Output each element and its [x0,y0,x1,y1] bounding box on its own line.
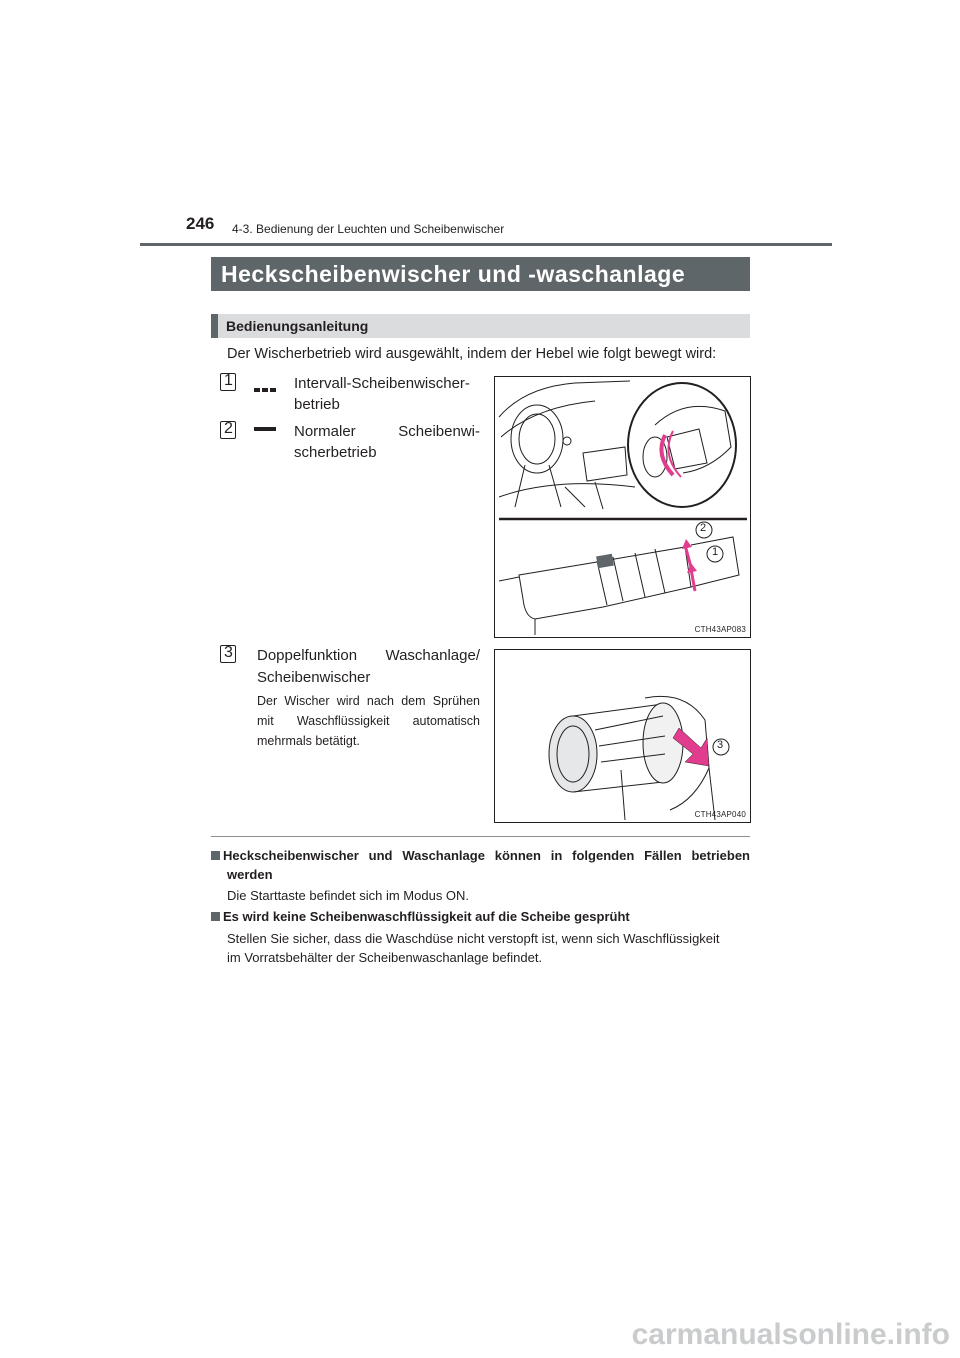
subsection-bar [211,314,750,338]
chapter-title: 4-3. Bedienung der Leuchten und Scheibenwischer [232,222,505,236]
subsection-title: Bedienungsanleitung [226,318,369,334]
item-1-line2: betrieb [294,396,340,413]
figure-1-code: CTH43AP083 [694,625,746,634]
figure-wiper-lever [494,376,751,638]
figure-label-3: 3 [717,739,724,751]
note-1-heading-line1: Heckscheibenwischer und Waschanlage können in folgenden Fällen betrieben [211,848,750,863]
note-2-heading: Es wird keine Scheibenwaschflüssigkeit auf die Scheibe gesprüht [211,909,630,924]
normal-wiper-icon [254,427,276,431]
figure-wiper-knob [494,649,751,823]
watermark: carmanualsonline.info [631,1318,950,1351]
bullet-square-icon [211,851,220,860]
item-2-number: 2 [224,420,233,437]
section-separator [211,836,750,837]
section-title: Heckscheibenwischer und -waschanlage [221,261,686,287]
note-2-text-line1: Stellen Sie sicher, dass die Waschdüse nicht verstopft ist, wenn sich Waschflüssigkeit [227,931,720,946]
item-3-note-line1: Der Wischer wird nach dem Sprühen [257,694,480,708]
item-1-line1: Intervall-Scheibenwischer- [294,375,470,392]
figure-label-1: 1 [712,546,719,558]
figure-label-2: 2 [700,522,707,534]
item-3-number: 3 [224,644,233,661]
note-1-text: Die Starttaste befindet sich im Modus ON. [227,888,470,903]
item-3-line1: Doppelfunktion Waschanlage/ [257,647,480,664]
intro-text: Der Wischerbetrieb wird ausgewählt, indem der Hebel wie folgt bewegt wird: [227,346,717,362]
item-2-line1: Normaler Scheibenwi- [294,423,480,440]
wiper-lever-illustration [495,377,750,637]
bullet-square-icon [211,912,220,921]
item-3-line2: Scheibenwischer [257,669,371,686]
wiper-knob-illustration [495,650,750,822]
page-number: 246 [186,214,215,233]
header-rule [140,243,832,246]
section-title-bar [211,257,750,291]
note-1-heading-line2: werden [227,867,273,882]
intermittent-wiper-icon [254,379,276,383]
item-2-line2: scherbetrieb [294,444,377,461]
item-3-note-line3: mehrmals betätigt. [257,734,360,748]
note-2-text-line2: im Vorratsbehälter der Scheibenwaschanlage befindet. [227,950,543,965]
item-3-note-line2: mit Waschflüssigkeit automatisch [257,714,480,728]
item-1-number: 1 [224,372,233,389]
figure-2-code: CTH43AP040 [694,810,746,819]
